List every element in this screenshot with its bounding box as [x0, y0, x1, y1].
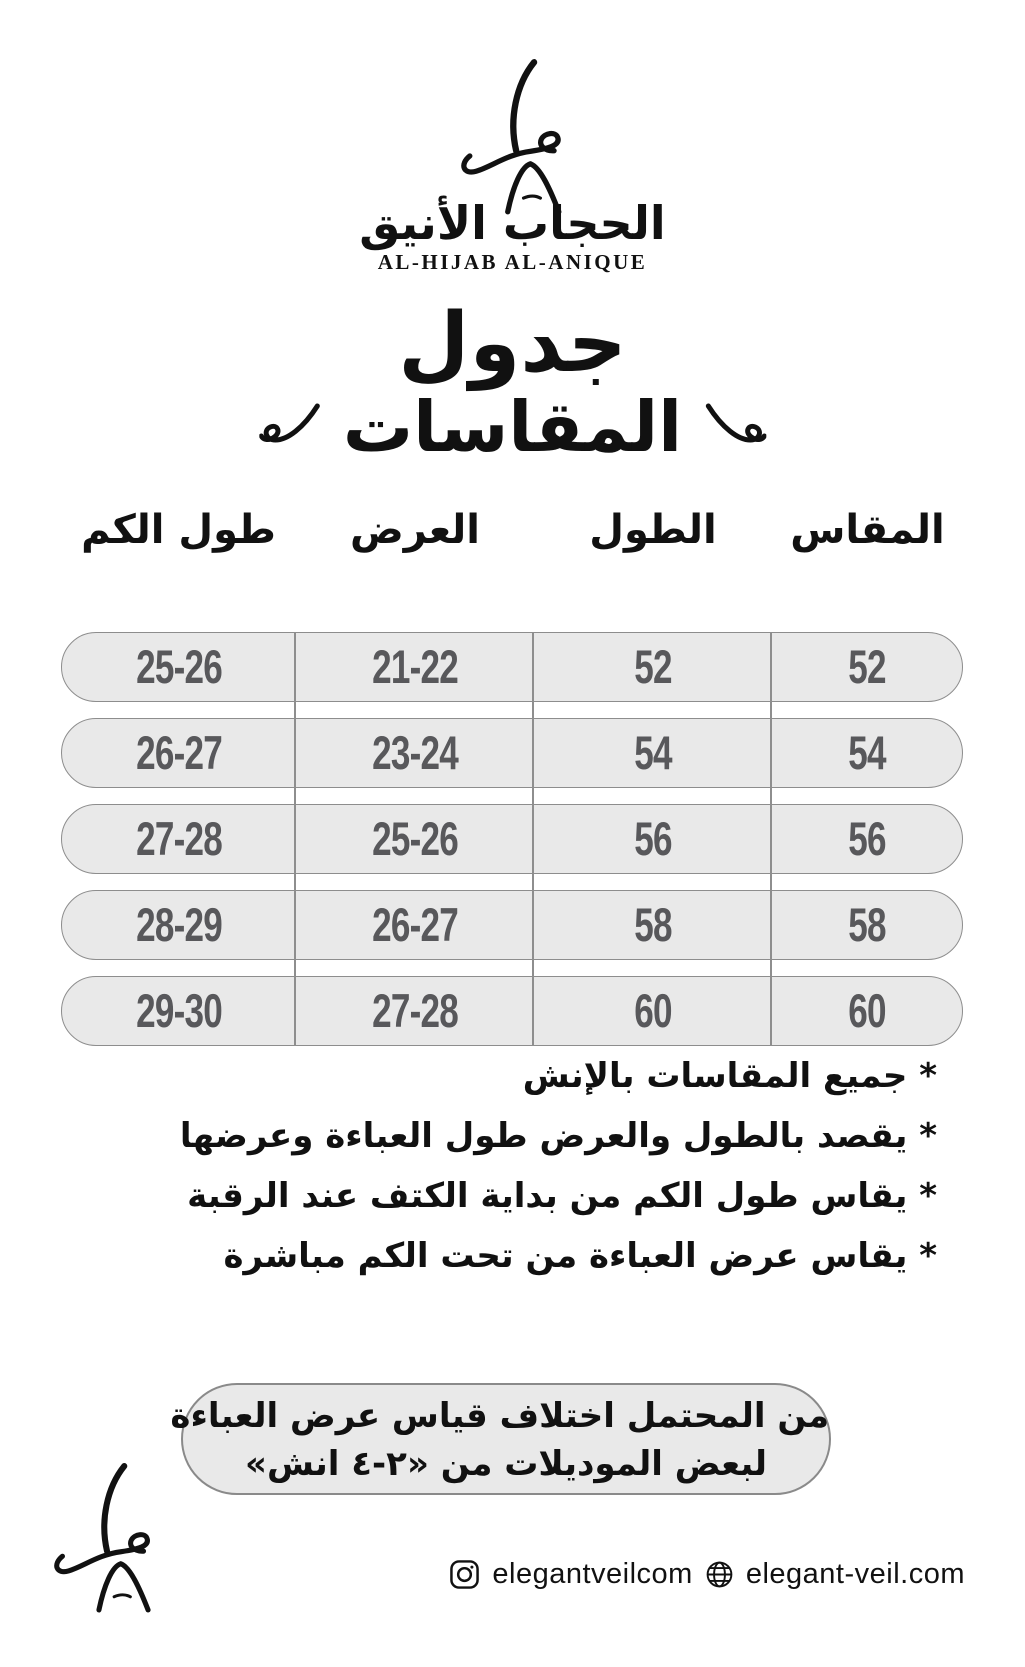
- table-row: [61, 804, 963, 874]
- header-length: الطول: [589, 507, 717, 553]
- cell-sleeve: 25-26: [136, 639, 223, 694]
- brand-logo-icon: [454, 58, 572, 216]
- cell-size: 52: [847, 639, 886, 694]
- table-row: [61, 976, 963, 1046]
- measurement-notes: [179, 1046, 937, 1286]
- column-divider: [532, 632, 534, 1046]
- cell-width: 27-28: [372, 983, 459, 1038]
- header-width: العرض: [350, 507, 480, 553]
- cell-size: 56: [847, 811, 886, 866]
- header-size: المقاس: [790, 507, 945, 553]
- size-table: [61, 632, 963, 1046]
- page-title-line2-row: [259, 386, 766, 468]
- table-row: [61, 890, 963, 960]
- brand-logo-icon-small: [48, 1462, 160, 1614]
- disclaimer-line2: لبعض الموديلات من «٢-٤ انش»: [244, 1444, 768, 1484]
- note-line: * يقاس طول الكم من بداية الكتف عند الرقبة: [187, 1176, 937, 1216]
- cell-length: 52: [633, 639, 672, 694]
- note-line: * يقاس عرض العباءة من تحت الكم مباشرة: [223, 1236, 937, 1276]
- cell-size: 58: [847, 897, 886, 952]
- left-swash-icon: [259, 400, 321, 454]
- cell-width: 26-27: [372, 897, 459, 952]
- table-row: [61, 718, 963, 788]
- cell-width: 21-22: [372, 639, 459, 694]
- cell-length: 58: [633, 897, 672, 952]
- cell-width: 23-24: [372, 725, 459, 780]
- table-header-row: [61, 500, 963, 560]
- disclaimer-box: [170, 1383, 831, 1495]
- instagram-handle[interactable]: elegantveilcom: [492, 1558, 693, 1590]
- cell-length: 56: [633, 811, 672, 866]
- footer-contacts: [448, 1558, 965, 1591]
- brand-name-latin: AL-HIJAB AL-ANIQUE: [377, 250, 648, 274]
- page-title-line1: جدول: [398, 296, 627, 391]
- cell-size: 54: [847, 725, 886, 780]
- column-divider: [294, 632, 296, 1046]
- website-url[interactable]: elegant-veil.com: [745, 1558, 965, 1590]
- header-sleeve-length: طول الكم: [81, 507, 276, 553]
- globe-icon: [704, 1559, 735, 1590]
- note-line: * يقصد بالطول والعرض طول العباءة وعرضها: [179, 1116, 937, 1156]
- disclaimer-line1: من المحتمل اختلاف قياس عرض العباءة: [170, 1396, 829, 1436]
- cell-length: 60: [633, 983, 672, 1038]
- cell-sleeve: 28-29: [136, 897, 223, 952]
- cell-size: 60: [847, 983, 886, 1038]
- cell-length: 54: [633, 725, 672, 780]
- column-divider: [770, 632, 772, 1046]
- cell-sleeve: 26-27: [136, 725, 223, 780]
- table-row: [61, 632, 963, 702]
- right-swash-icon: [704, 400, 766, 454]
- brand-name-arabic: الحجاب الأنيق: [359, 196, 666, 250]
- cell-sleeve: 29-30: [136, 983, 223, 1038]
- instagram-icon: [448, 1558, 481, 1591]
- page-title-line2: المقاسات: [342, 386, 683, 468]
- cell-width: 25-26: [372, 811, 459, 866]
- cell-sleeve: 27-28: [136, 811, 223, 866]
- note-line: * جميع المقاسات بالإنش: [522, 1056, 937, 1096]
